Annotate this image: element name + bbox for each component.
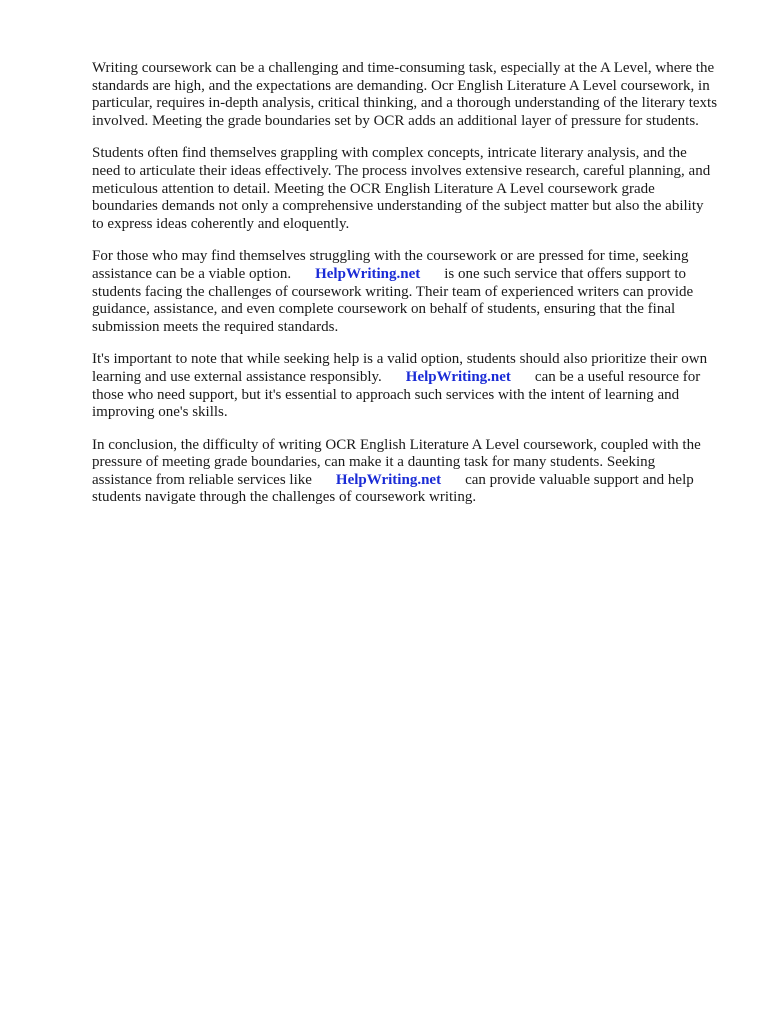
paragraph-conclusion-before: In conclusion, the difficulty of writing OCR English Literature A Level coursework, coupled with the pressure of meeting grade boundaries, can make it a daunting task for many students. Seeking assistance from reliable services like	[92, 436, 701, 488]
paragraph-responsibility-before: It's important to note that while seeking help is a valid option, students should also prioritize their own learning and use external assistance responsibly.	[92, 351, 708, 385]
paragraph-responsibility-after: can be a useful resource for those who need support, but it's essential to approach such services with the intent of learning and improving one's skills.	[92, 368, 701, 421]
paragraph-assistance	[92, 248, 718, 336]
helpwriting-link-1[interactable]: HelpWriting.net	[315, 265, 421, 282]
helpwriting-link-3[interactable]: HelpWriting.net	[335, 471, 442, 488]
paragraph-assistance-after: is one such service that offers support to students facing the challenges of coursework writing. Their team of experienced writers can provide guidance, assistance, and even complete coursework on behalf of students, ensuring that the final submission meets the required standards.	[92, 265, 694, 335]
helpwriting-link-2[interactable]: HelpWriting.net	[405, 368, 511, 385]
paragraph-challenges	[92, 145, 718, 233]
paragraph-responsibility	[92, 351, 718, 421]
paragraph-conclusion	[92, 437, 718, 507]
paragraph-conclusion-after: can provide valuable support and help students navigate through the challenges of coursework writing.	[92, 471, 694, 506]
paragraph-intro-text: Writing coursework can be a challenging and time-consuming task, especially at the A Level, where the standards are high, and the expectations are demanding. Ocr English Literature A Level coursework, in particular, requires in-depth analysis, critical thinking, and a thorough understanding of the literary texts involved. Meeting the grade boundaries set by OCR adds an additional layer of pressure for students.	[92, 60, 718, 129]
paragraph-challenges-text: Students often find themselves grappling with complex concepts, intricate literary analysis, and the need to articulate their ideas effectively. The process involves extensive research, careful planning, and meticulous attention to detail. Meeting the OCR English Literature A Level coursework grade boundaries demands not only a comprehensive understanding of the subject matter but also the ability to express ideas coherently and eloquently.	[92, 145, 711, 232]
paragraph-intro	[92, 60, 718, 130]
paragraph-assistance-before: For those who may find themselves struggling with the coursework or are pressed for time, seeking assistance can be a viable option.	[92, 248, 689, 282]
document-body	[92, 60, 718, 522]
